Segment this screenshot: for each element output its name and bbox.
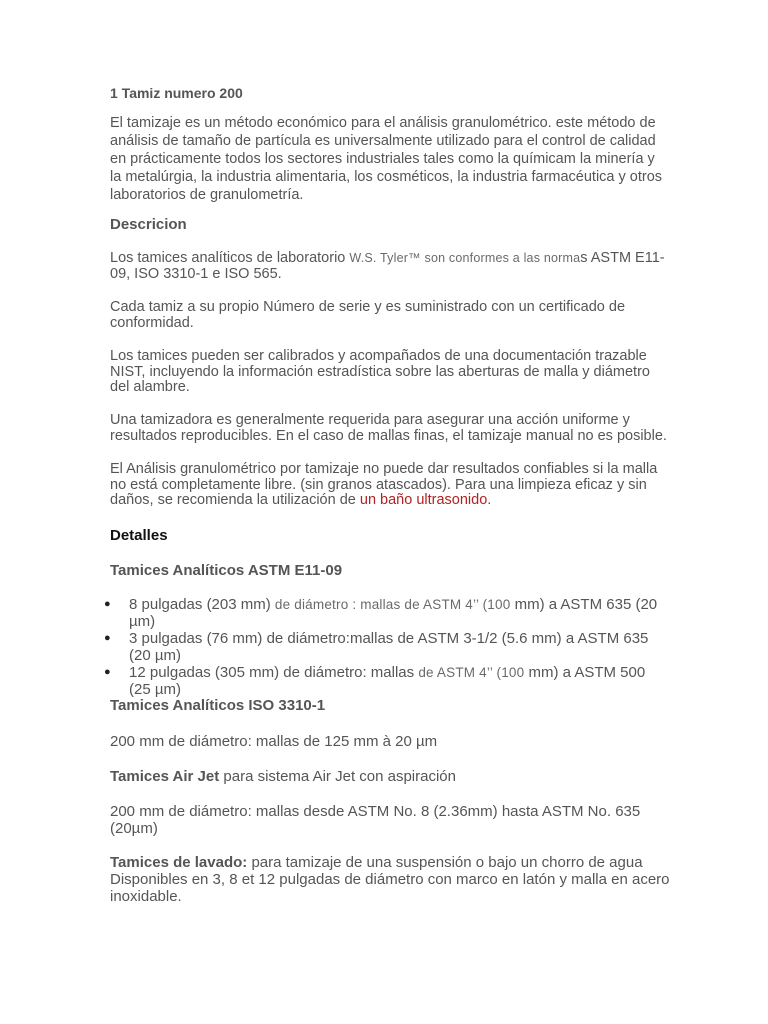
bullet-text-b: de diámetro : mallas de ASTM 4’’ (100 — [274, 597, 511, 612]
astm-bullet-list — [104, 596, 670, 698]
iso-text: 200 mm de diámetro: mallas de 125 mm à 20 µm — [110, 733, 438, 750]
airjet-subtitle: para sistema Air Jet con aspiración — [219, 768, 456, 785]
descripcion-paragraph-1 — [110, 251, 670, 282]
intro-paragraph: El tamizaje es un método económico para el análisis granulométrico. este método de análisis de tamaño de partícula es universalmente utilizado para el control de calidad en prácticamente todos los sectores industriales tales como la químicam la minería y la metalúrgia, la industria alimentaria, los cosméticos, la industria farmacéutica y otros laboratorios de granulometría. — [110, 115, 663, 203]
bullet-text-c: mm) a ASTM 635 (20 µm) — [129, 596, 658, 630]
bullet-icon: ● — [104, 632, 111, 644]
list-item — [104, 630, 670, 664]
bullet-text-b: de ASTM 4’’ (100 — [418, 665, 525, 680]
list-item — [104, 664, 670, 698]
descripcion-paragraph-4: Una tamizadora es generalmente requerida para asegurar una acción uniforme y resultados reproducibles. En el caso de mallas finas, el tamizaje manual no es posible. — [110, 412, 667, 444]
p5-period: . — [487, 492, 492, 508]
detalles-heading: Detalles — [110, 527, 168, 544]
p1-text-c: s ASTM E11-09, ISO 3310-1 e ISO 565. — [110, 250, 665, 282]
iso-heading: Tamices Analíticos ISO 3310-1 — [110, 697, 326, 714]
airjet-heading: Tamices Air Jet — [110, 768, 220, 785]
lavado-text: para tamizaje de una suspensión o bajo un chorro de agua Disponibles en 3, 8 et 12 pulgadas de diámetro con marco en latón y malla en acero inoxidable. — [110, 854, 670, 905]
bullet-text-c: mm) a ASTM 500 (25 µm) — [129, 664, 646, 698]
bullet-text-a: 12 pulgadas (305 mm) de diámetro: mallas — [129, 664, 419, 681]
astm-heading: Tamices Analíticos ASTM E11-09 — [110, 562, 343, 579]
list-item — [104, 596, 670, 630]
ultrasonido-link[interactable]: un baño ultrasonido — [359, 492, 488, 508]
lavado-heading: Tamices de lavado: — [110, 854, 248, 871]
bullet-text-a: 8 pulgadas (203 mm) — [129, 596, 275, 613]
descripcion-heading: Descricion — [110, 216, 187, 233]
bullet-icon: ● — [104, 666, 111, 678]
descripcion-paragraph-2: Cada tamiz a su propio Número de serie y es suministrado con un certificado de conformidad. — [110, 299, 626, 331]
p5-text: El Análisis granulométrico por tamizaje no puede dar resultados confiables si la malla no está completamente libre. (sin granos atascados). Para una limpieza eficaz y sin daños, se recomienda la utilización de — [110, 461, 658, 508]
section-heading: 1 Tamiz numero 200 — [110, 85, 243, 101]
p1-text-b: W.S. Tyler™ son conformes a las norma — [349, 251, 581, 265]
airjet-text: 200 mm de diámetro: mallas desde ASTM No. 8 (2.36mm) hasta ASTM No. 635 (20µm) — [110, 803, 641, 837]
descripcion-paragraph-5 — [110, 462, 670, 509]
descripcion-paragraph-3: Los tamices pueden ser calibrados y acompañados de una documentación trazable NIST, incluyendo la información estradística sobre las aberturas de malla y diámetro del alambre. — [110, 348, 650, 395]
airjet-line — [110, 768, 670, 785]
p1-text-a: Los tamices analíticos de laboratorio — [110, 250, 350, 266]
bullet-text-a: 3 pulgadas (76 mm) de diámetro:mallas de ASTM 3-1/2 (5.6 mm) a ASTM 635 (20 µm) — [129, 630, 649, 664]
lavado-paragraph — [110, 854, 670, 905]
bullet-icon: ● — [104, 598, 111, 610]
